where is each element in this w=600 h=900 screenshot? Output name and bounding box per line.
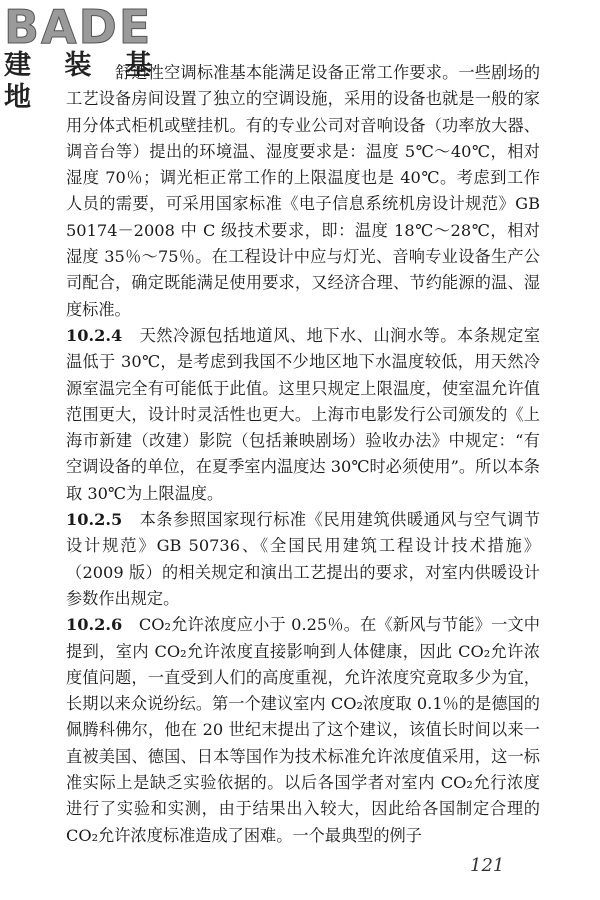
paragraph-continued: [66, 60, 540, 323]
logo-text-cn: 建 装 基 地: [4, 50, 164, 113]
section-number: 10.2.6: [66, 615, 123, 635]
section-10-2-6: [66, 612, 540, 849]
section-text: 天然冷源包括地道风、地下水、山涧水等。本条规定室温低于 30℃，是考虑到我国不少地区地下水温度较低，用天然冷源室温完全有可能低于此值。这里只规定上限温度，使室温允许值范围更大，设计时灵活性也更大。上海市电影发行公司颁发的《上海市新建（改建）影院（包括兼映剧场）验收办法》中规定：“有空调设备的单位，在夏季室内温度达 30℃时必须使用”。所以本条取 30℃为上限温度。: [66, 325, 541, 503]
section-number: 10.2.5: [66, 510, 123, 530]
section-10-2-4: [66, 323, 540, 507]
section-text: CO₂允许浓度应小于 0.25％。在《新风与节能》一文中提到，室内 CO₂允许浓度直接影响到人体健康，因此 CO₂允许浓度值问题，一直受到人们的高度重视，允许浓度究竟取多少为宜，长期以来众说纷纭。第一个建议室内 CO₂浓度取 0.1％的是德国的佩腾科佛尔，他在 20 世纪末提出了这个建议，该值长时间以来一直被美国、德国、日本等国作为技术标准允许浓度值采用，这一标准实际上是缺乏实验依据的。以后各国学者对室内 CO₂允行浓度进行了实验和实测，由于结果出入较大，因此给各国制定合理的 CO₂允许浓度标准造成了困难。一个最典型的例子: [66, 615, 540, 845]
logo-text-en: BADE: [4, 0, 153, 54]
lead-in-text: 舒适性空调标准基本能满足设备正常工作要求。一些剧场的工艺设备房间设置了独立的空调设施，采用的设备也就是一般的家用分体式柜机或壁挂机。有的专业公司对音响设备（功率放大器、调音台等）提出的环境温、湿度要求是：温度 5℃～40℃，相对湿度 70％；调光柜正常工作的上限温度也是 40℃。考虑到工作人员的需要，可采用国家标准《电子信息系统机房设计规范》GB 50174－2008 中 C 级技术要求，即：温度 18℃～28℃，相对湿度 35％～75％。在工程设计中应与灯光、音响专业设备生产公司配合，确定既能满足使用要求，又经济合理、节约能源的温、湿度标准。: [66, 63, 541, 319]
section-number: 10.2.4: [66, 325, 123, 345]
section-10-2-5: [66, 507, 540, 612]
body-text: [66, 60, 540, 849]
section-text: 本条参照国家现行标准《民用建筑供暖通风与空气调节设计规范》GB 50736、《全国民用建筑工程设计技术措施》（2009 版）的相关规定和演出工艺提出的要求，对室内供暖设计参数作出规定。: [66, 510, 541, 608]
page-number: 121: [470, 855, 505, 876]
